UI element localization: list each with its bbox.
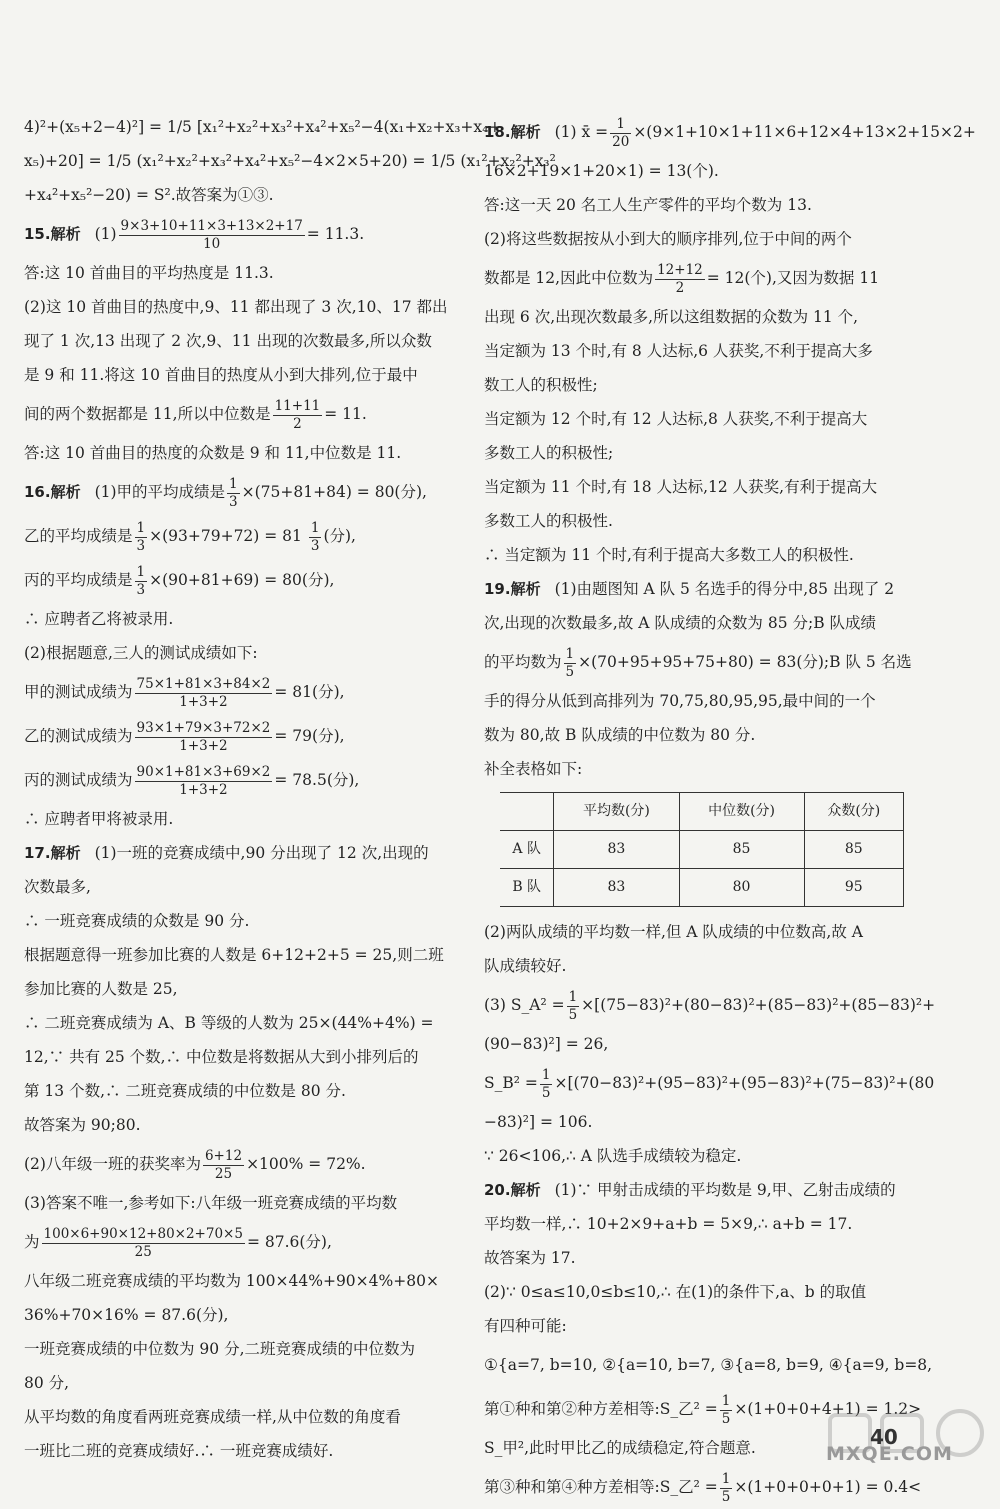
text-line: ∴ 二班竞赛成绩为 A、B 等级的人数为 25×(44%+4%) = — [24, 1014, 434, 1032]
text-line: 多数工人的积极性; — [484, 444, 614, 462]
table-cell: 85 — [804, 831, 903, 869]
text-line: 数为 80,故 B 队成绩的中位数为 80 分. — [484, 726, 756, 744]
text-line: ∴ 应聘者乙将被录用. — [24, 610, 174, 628]
fraction: $\frac{75\times 1+81\times 3+84\times 2}{1+3+2}$ — [136, 675, 271, 710]
q16-line: 16.解析 (1)甲的平均成绩是 $\frac{1}{3}$ ×(75+81+84) = 80(分), — [24, 475, 427, 510]
fraction: $\frac{90\times 1+81\times 3+69\times 2}{1+3+2}$ — [136, 763, 271, 798]
text-line: 出现 6 次,出现次数最多,所以这组数据的众数为 11 个, — [484, 308, 859, 326]
table-header-cell: 中位数(分) — [679, 793, 804, 831]
table-cell: 83 — [554, 869, 679, 907]
table-cell: 85 — [679, 831, 804, 869]
text-line: 从平均数的角度看两班竞赛成绩一样,从中位数的角度看 — [24, 1408, 401, 1426]
text-line: 平均数一样,∴ 10+2×9+a+b = 5×9,∴ a+b = 17. — [484, 1215, 853, 1233]
fraction: $\frac{1}{3}$ — [310, 519, 320, 554]
text-line: 手的得分从低到高排列为 70,75,80,95,95,最中间的一个 — [484, 692, 876, 710]
text-line: 多数工人的积极性. — [484, 512, 613, 530]
text-line: 一班比二班的竞赛成绩好.∴ 一班竞赛成绩好. — [24, 1442, 334, 1460]
q17-line: 17.解析 (1)一班的竞赛成绩中,90 分出现了 12 次,出现的 — [24, 844, 429, 862]
fraction: $\frac{1}{3}$ — [229, 475, 238, 510]
formula-line: 乙的平均成绩是 $\frac{1}{3}$ ×(93+79+72) = 81 $\frac{1}{3}$ (分), — [24, 519, 356, 554]
fraction: $\frac{1}{5}$ — [568, 988, 578, 1023]
text-line: ∴ 一班竞赛成绩的众数是 90 分. — [24, 912, 250, 930]
formula-line: 甲的测试成绩为 $\frac{75\times 1+81\times 3+84\times 2}{1+3+2}$ = 81(分), — [24, 675, 345, 710]
text-line: +x₄²+x₅²−20) = S².故答案为①③. — [24, 186, 274, 204]
table-row — [500, 869, 904, 907]
formula-line: 数都是 12,因此中位数为 $\frac{12+12}{2}$ = 12(个),又因为数据 11 — [484, 261, 880, 296]
text-line: 队成绩较好. — [484, 957, 567, 975]
text-line: (2)∵ 0≤a≤10,0≤b≤10,∴ 在(1)的条件下,a、b 的取值 — [484, 1283, 867, 1301]
text-line: 数工人的积极性; — [484, 376, 598, 394]
formula-line: (3) S_A² = $\frac{1}{5}$ ×[(75−83)²+(80−83)²+(85−83)²+(85−83)²+ — [484, 988, 936, 1023]
fraction: $\frac{1}{20}$ — [612, 115, 630, 150]
text-line: 故答案为 90;80. — [24, 1116, 141, 1134]
text-line: (3)答案不唯一,参考如下:八年级一班竞赛成绩的平均数 — [24, 1194, 398, 1212]
fraction: $\frac{1}{5}$ — [541, 1066, 551, 1101]
watermark-text: MXQE.COM — [826, 1443, 953, 1465]
text-line: (2)两队成绩的平均数一样,但 A 队成绩的中位数高,故 A — [484, 923, 863, 941]
text-line: (2)将这些数据按从小到大的顺序排列,位于中间的两个 — [484, 230, 852, 248]
fraction: $\frac{1}{5}$ — [565, 645, 575, 680]
q19-line: 19.解析 (1)由题图知 A 队 5 名选手的得分中,85 出现了 2 — [484, 580, 895, 598]
text-line: 现了 1 次,13 出现了 2 次,9、11 出现的次数最多,所以众数 — [24, 332, 432, 350]
text-line: 36%+70×16% = 87.6(分), — [24, 1306, 229, 1324]
formula-line: 第①种和第②种方差相等:S_乙² = $\frac{1}{5}$ ×(1+0+0+4+1) = 1.2> — [484, 1392, 922, 1427]
text-line: 16×2+19×1+20×1) = 13(个). — [484, 162, 719, 180]
table-cell: A 队 — [500, 831, 554, 869]
formula-line: 丙的平均成绩是 $\frac{1}{3}$ ×(90+81+69) = 80(分), — [24, 563, 335, 598]
formula-line: 丙的测试成绩为 $\frac{90\times 1+81\times 3+69\times 2}{1+3+2}$ = 78.5(分), — [24, 763, 360, 798]
table-header-cell: 平均数(分) — [554, 793, 679, 831]
text-line: 参加比赛的人数是 25, — [24, 980, 178, 998]
question-label: 18.解析 — [484, 123, 541, 141]
formula-line: 间的两个数据都是 11,所以中位数是 $\frac{11+11}{2}$ = 11. — [24, 397, 367, 432]
fraction: $\frac{6+12}{25}$ — [204, 1147, 243, 1182]
text-line: 故答案为 17. — [484, 1249, 576, 1267]
text-line: 根据题意得一班参加比赛的人数是 6+12+2+5 = 25,则二班 — [24, 946, 444, 964]
text-line: (2)这 10 首曲目的热度中,9、11 都出现了 3 次,10、17 都出 — [24, 298, 448, 316]
fraction: $\frac{1}{3}$ — [136, 563, 146, 598]
question-label: 20.解析 — [484, 1181, 541, 1199]
table-header-cell: 众数(分) — [804, 793, 903, 831]
formula-line: 第③种和第④种方差相等:S_乙² = $\frac{1}{5}$ ×(1+0+0+0+1) = 0.4< — [484, 1470, 922, 1505]
text-line: 有四种可能: — [484, 1317, 567, 1335]
page-number: 40 — [870, 1425, 898, 1449]
formula-line: (2)八年级一班的获奖率为 $\frac{6+12}{25}$ ×100% = 72%. — [24, 1147, 366, 1182]
text-line: (90−83)²] = 26, — [484, 1035, 609, 1053]
table-cell: 83 — [554, 831, 679, 869]
text-line: 12,∵ 共有 25 个数,∴ 中位数是将数据从大到小排列后的 — [24, 1048, 419, 1066]
text-line: 80 分, — [24, 1374, 70, 1392]
fraction: $\frac{1}{5}$ — [721, 1392, 731, 1427]
formula-line: 为 $\frac{100\times 6+90\times 12+80\times 2+70\times 5}{25}$ = 87.6(分), — [24, 1225, 332, 1260]
text-line: 一班竞赛成绩的中位数为 90 分,二班竞赛成绩的中位数为 — [24, 1340, 416, 1358]
formula-line: 的平均数为 $\frac{1}{5}$ ×(70+95+95+75+80) = 83(分);B 队 5 名选 — [484, 645, 912, 680]
right-column — [484, 110, 976, 1509]
text-line: (2)根据题意,三人的测试成绩如下: — [24, 644, 258, 662]
text-line: 补全表格如下: — [484, 760, 583, 778]
fraction: $\frac{100\times 6+90\times 12+80\times 2+70\times 5}{25}$ — [43, 1225, 243, 1260]
text-line: 答:这 10 首曲目的平均热度是 11.3. — [24, 264, 274, 282]
text-line: 答:这 10 首曲目的热度的众数是 9 和 11,中位数是 11. — [24, 444, 402, 462]
text-line: 当定额为 13 个时,有 8 人达标,6 人获奖,不利于提高大多 — [484, 342, 873, 360]
fraction: $\frac{12+12}{2}$ — [657, 261, 703, 296]
cases-line: ①{a=7, b=10, ②{a=10, b=7, ③{a=8, b=9, ④{a=9, b=8, — [484, 1356, 933, 1374]
fraction: $\frac{1}{5}$ — [721, 1470, 731, 1505]
question-label: 17.解析 — [24, 844, 81, 862]
q15-line: 15.解析 (1) $\frac{9\times 3+10+11\times 3+13\times 2+17}{10}$ = 11.3. — [24, 217, 365, 252]
table-header-cell — [500, 793, 554, 831]
formula-line: 乙的测试成绩为 $\frac{93\times 1+79\times 3+72\times 2}{1+3+2}$ = 79(分), — [24, 719, 345, 754]
question-label: 19.解析 — [484, 580, 541, 598]
text-line: 第 13 个数,∴ 二班竞赛成绩的中位数是 80 分. — [24, 1082, 346, 1100]
text-line: x₅)+20] = 1/5 (x₁²+x₂²+x₃²+x₄²+x₅²−4×2×5+20) = 1/5 (x₁²+x₂²+x₃² — [24, 152, 556, 170]
fraction: $\frac{11+11}{2}$ — [274, 397, 321, 432]
text-line: 是 9 和 11.将这 10 首曲目的热度从小到大排列,位于最中 — [24, 366, 418, 384]
table-cell: B 队 — [500, 869, 554, 907]
text-line: 当定额为 12 个时,有 12 人达标,8 人获奖,不利于提高大 — [484, 410, 868, 428]
text-line: 4)²+(x₅+2−4)²] = 1/5 [x₁²+x₂²+x₃²+x₄²+x₅²−4(x₁+x₂+x₃+x₄+ — [24, 118, 502, 136]
text-line: 次数最多, — [24, 878, 91, 896]
fraction: $\frac{1}{3}$ — [136, 519, 146, 554]
question-label: 15.解析 — [24, 225, 81, 243]
score-table — [500, 792, 904, 907]
q20-line: 20.解析 (1)∵ 甲射击成绩的平均数是 9,甲、乙射击成绩的 — [484, 1181, 896, 1199]
text-line: 次,出现的次数最多,故 A 队成绩的众数为 85 分;B 队成绩 — [484, 614, 877, 632]
fraction: $\frac{93\times 1+79\times 3+72\times 2}{1+3+2}$ — [136, 719, 271, 754]
text-line: ∴ 当定额为 11 个时,有利于提高大多数工人的积极性. — [484, 546, 854, 564]
text-line: 答:这一天 20 名工人生产零件的平均个数为 13. — [484, 196, 812, 214]
table-row — [500, 831, 904, 869]
table-cell: 80 — [679, 869, 804, 907]
text-line: ∴ 应聘者甲将被录用. — [24, 810, 174, 828]
q18-line: 18.解析 (1) x̄ = $\frac{1}{20}$ ×(9×1+10×1+11×6+12×4+13×2+15×2+ — [484, 115, 976, 150]
text-line: 八年级二班竞赛成绩的平均数为 100×44%+90×4%+80× — [24, 1272, 439, 1290]
text-line: −83)²] = 106. — [484, 1113, 593, 1131]
question-label: 16.解析 — [24, 483, 81, 501]
text-line: 当定额为 11 个时,有 18 人达标,12 人获奖,有利于提高大 — [484, 478, 878, 496]
text-line: S_甲²,此时甲比乙的成绩稳定,符合题意. — [484, 1439, 756, 1457]
table-cell: 95 — [804, 869, 903, 907]
formula-line: S_B² = $\frac{1}{5}$ ×[(70−83)²+(95−83)²+(95−83)²+(75−83)²+(80 — [484, 1066, 935, 1101]
fraction: $\frac{9\times 3+10+11\times 3+13\times 2+17}{10}$ — [120, 217, 303, 252]
table-header-row — [500, 793, 904, 831]
text-line: ∵ 26<106,∴ A 队选手成绩较为稳定. — [484, 1147, 742, 1165]
